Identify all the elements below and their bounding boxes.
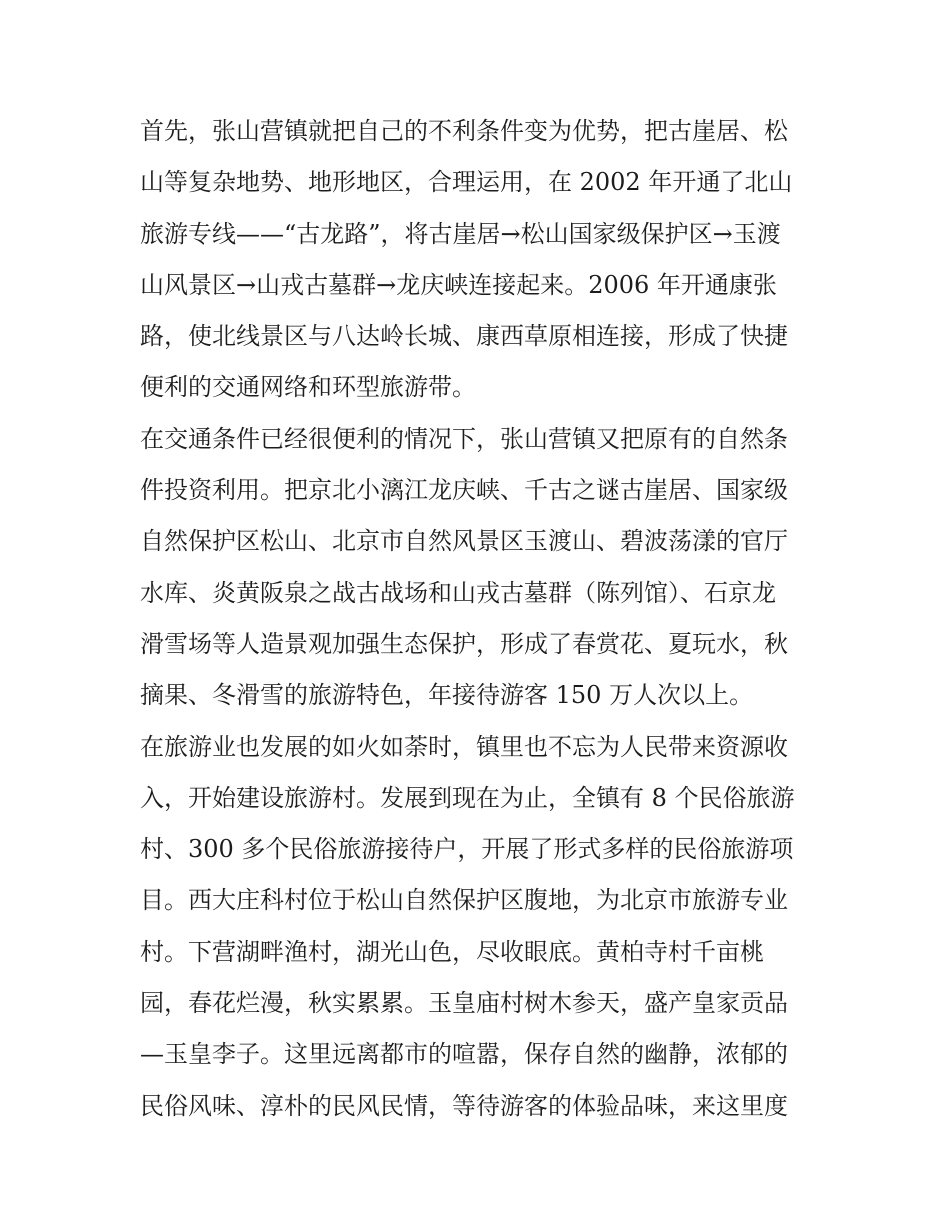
text-line: 入，开始建设旅游村。发展到现在为止，全镇有 8 个民俗旅游 [140,783,795,812]
text-line: 自然保护区松山、北京市自然风景区玉渡山、碧波荡漾的官厅 [140,527,788,556]
text-line: 民俗风味、淳朴的民风民情，等待游客的体验品味，来这里度 [140,1091,788,1120]
paragraph-scenery [140,414,820,722]
text-line: 山等复杂地势、地形地区，合理运用，在 2002 年开通了北山 [140,168,793,197]
text-line: 件投资利用。把京北小漓江龙庆峡、千古之谜古崖居、国家级 [140,476,788,505]
text-line: 旅游专线——“古龙路”，将古崖居→松山国家级保护区→玉渡 [140,219,781,248]
text-line: 摘果、冬滑雪的旅游特色，年接待游客 150 万人次以上。 [140,681,754,710]
text-line: 园，春花烂漫，秋实累累。玉皇庙村树木参天，盛产皇家贡品 [140,989,788,1018]
document-body [140,106,820,1132]
text-line: 路，使北线景区与八达岭长城、康西草原相连接，形成了快捷 [140,322,788,351]
text-line: 在交通条件已经很便利的情况下，张山营镇又把原有的自然条 [140,424,788,453]
paragraph-transport [140,106,820,414]
text-line: 水库、炎黄阪泉之战古战场和山戎古墓群（陈列馆）、石京龙 [140,578,776,607]
text-line: 村。下营湖畔渔村，湖光山色，尽收眼底。黄柏寺村千亩桃 [140,937,764,966]
text-line: 目。西大庄科村位于松山自然保护区腹地，为北京市旅游专业 [140,886,788,915]
text-line: 村、300 多个民俗旅游接待户，开展了形式多样的民俗旅游项 [140,835,794,864]
text-line: 山风景区→山戎古墓群→龙庆峡连接起来。2006 年开通康张 [140,270,777,299]
text-line: —玉皇李子。这里远离都市的喧嚣，保存自然的幽静，浓郁的 [140,1040,788,1069]
paragraph-folk-villages [140,722,820,1132]
text-line: 在旅游业也发展的如火如荼时，镇里也不忘为人民带来资源收 [140,732,788,761]
text-line: 便利的交通网络和环型旅游带。 [140,373,476,402]
text-line: 滑雪场等人造景观加强生态保护，形成了春赏花、夏玩水，秋 [140,629,788,658]
text-line: 首先，张山营镇就把自己的不利条件变为优势，把古崖居、松 [140,117,788,145]
